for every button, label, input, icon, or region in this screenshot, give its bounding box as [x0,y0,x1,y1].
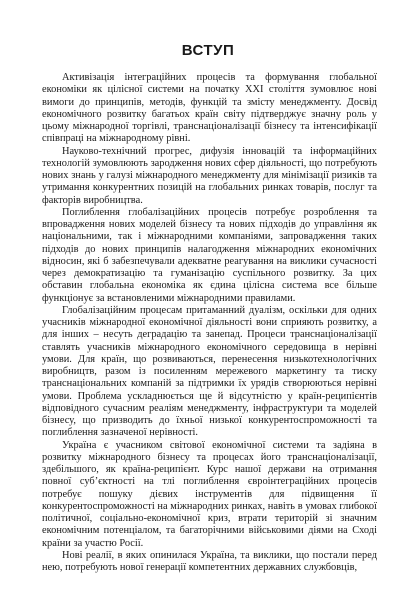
paragraph-3: Поглиблення глобалізаційних процесів потребує розроблення та впровадження нових моделей бізнесу та нових підходів до управління як національними, так і міжнародними компаніями, запровадження таких підходів до нових принципів налагодження міжнародних економічних відносин, які б забезпечували адекватне реагування на виклики сучасності через демократизацію та гуманізацію суспільного розвитку. За цих обставин глобальна економіка як єдина цілісна система все більше функціонує за встановленими міжнародними правилами. [42,206,377,304]
paragraph-5: Україна є учасником світової економічної системи та задіяна в розвитку міжнародного бізнесу та процесах його транснаціоналізації, здебільшого, як країна-реципієнт. Курс нашої держави на отримання повної суб’єктності на тлі поглиблення євроінтеграційних процесів потребує пошуку дієвих інструментів для підвищення її конкурентоспроможності на міжнародних ринках, навіть в умовах глибокої політичної, соціально-економічної криз, втрати територій зі значним економічним потенціалом, та багаторічними військовими діями на Сході країни за участю Росії. [42,439,377,549]
page-title: ВСТУП [181,42,235,59]
paragraph-4: Глобалізаційним процесам притаманний дуалізм, оскільки для одних учасників міжнародної економічної діяльності вони сприяють розвитку, а для інших – несуть деградацію та занепад. Процеси транснаціоналізації ставлять учасників міжнародного економічного середовища в нерівні умови. Для країн, що розвиваються, перенесення низькотехнологічних виробництв, разом із посиленням мережевого маркетингу та тиску транснаціональних компаній за підтримки їх урядів створюються нерівні умови. Проблема ускладнюється ще й відсутністю у країн-реципієнтів відповідного сучасним реаліям менеджменту, інфраструктури та моделей бізнесу, що призводить до їхньої низької конкурентоспроможності та поглиблення зазначеної нерівності. [42,304,377,439]
paragraph-1: Активізація інтеграційних процесів та формування глобальної економіки як цілісної системи на початку ХХІ століття зумовлює нові вимоги до принципів, методів, функцій та змісту менеджменту. Досвід економічного розвитку багатьох країн світу підтверджує значну роль у цьому міжнародної торгівлі, транснаціоналізації бізнесу та інтенсифікації співпраці на міжнародному рівні. [42,72,377,145]
paragraph-6: Нові реалії, в яких опинилася Україна, та виклики, що постали перед нею, потребують нової генерації компетентних державних службовців, [42,549,377,573]
body-text [42,72,377,574]
paragraph-2: Науково-технічний прогрес, дифузія інновацій та інформаційних технологій зумовлюють зародження нових сфер діяльності, що потребують нових знань у галузі міжнародного менеджменту для мінімізації ризиків та утримання конкурентних позицій на глобальних ринках товарів, послуг та факторів виробництва. [42,145,377,206]
